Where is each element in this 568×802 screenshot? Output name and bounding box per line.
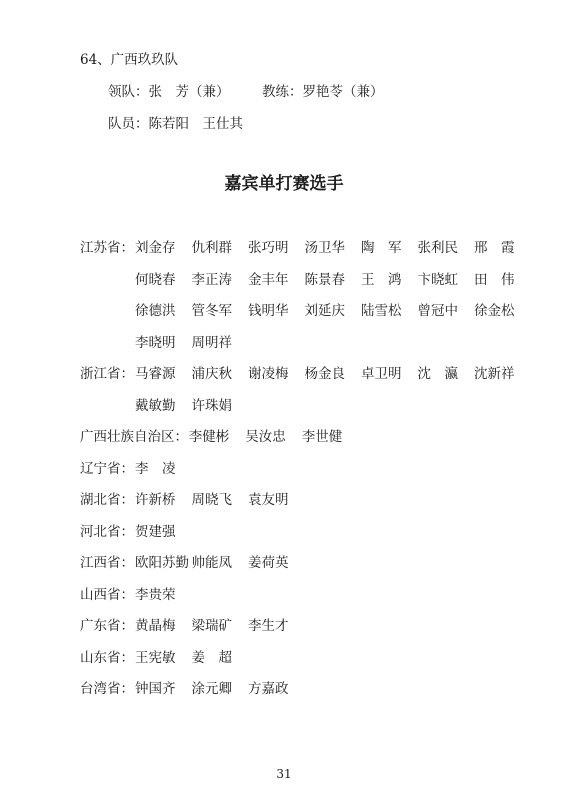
player-name: 钱明华 bbox=[248, 303, 289, 319]
player-name: 田 伟 bbox=[474, 271, 515, 288]
player-name: 方嘉政 bbox=[248, 681, 289, 697]
province-label: 台湾省： bbox=[80, 681, 134, 697]
player-name: 王 鸿 bbox=[361, 271, 402, 288]
player-name: 刘金存 bbox=[135, 240, 176, 256]
player-name: 金丰年 bbox=[248, 271, 289, 288]
team-leader: 领队：张 芳（兼） bbox=[108, 84, 230, 100]
player-name: 李正涛 bbox=[191, 271, 232, 288]
province-label: 江西省： bbox=[80, 555, 134, 571]
player-name: 吴汝忠 bbox=[245, 429, 286, 445]
player-name: 袁友明 bbox=[248, 492, 289, 508]
player-name: 何晓春 bbox=[135, 271, 176, 288]
player-name: 徐德洪 bbox=[135, 303, 176, 319]
player-name: 许新桥 bbox=[135, 492, 176, 508]
player-name: 汤卫华 bbox=[304, 240, 345, 256]
player-name: 李生才 bbox=[248, 618, 289, 634]
player-name: 马睿源 bbox=[135, 366, 176, 382]
player-name: 涂元卿 bbox=[191, 681, 232, 697]
player-name: 仇利群 bbox=[191, 240, 232, 256]
player-name: 杨金良 bbox=[304, 366, 345, 382]
province-label: 江苏省： bbox=[80, 240, 134, 256]
player-name: 李世健 bbox=[301, 429, 343, 445]
page-number: 31 bbox=[276, 767, 292, 781]
player-name: 管冬军 bbox=[191, 303, 232, 319]
player-name: 谢凌梅 bbox=[248, 366, 289, 382]
player-name: 李健彬 bbox=[188, 429, 230, 445]
team-coach: 教练：罗艳苓（兼） bbox=[262, 84, 384, 100]
player-name: 姜 超 bbox=[191, 649, 232, 666]
player-name: 戴敏勤 bbox=[135, 397, 176, 414]
player-name: 帅能凤 bbox=[191, 555, 232, 571]
province-label: 浙江省： bbox=[80, 366, 134, 382]
player-name: 卓卫明 bbox=[361, 366, 402, 382]
player-name: 姜荷英 bbox=[248, 555, 289, 571]
player-name: 梁瑞矿 bbox=[191, 618, 232, 634]
team-members: 队员：陈若阳 王仕其 bbox=[108, 116, 243, 132]
player-name: 卞晓虹 bbox=[417, 271, 458, 288]
province-label: 山东省： bbox=[80, 649, 134, 666]
player-name: 张巧明 bbox=[248, 240, 289, 256]
player-name: 陶 军 bbox=[361, 240, 402, 256]
player-name: 黄晶梅 bbox=[135, 618, 176, 634]
province-label: 山西省： bbox=[80, 586, 134, 603]
player-name: 周晓飞 bbox=[191, 492, 232, 508]
player-name: 李 凌 bbox=[135, 460, 176, 477]
province-label: 辽宁省： bbox=[80, 460, 134, 477]
player-name: 沈 瀛 bbox=[417, 366, 458, 382]
player-name: 邢 霞 bbox=[474, 240, 515, 256]
team-title: 64、广西玖玖队 bbox=[80, 52, 179, 68]
player-name: 李晓明 bbox=[135, 334, 176, 351]
province-label: 湖北省： bbox=[80, 492, 134, 508]
player-name: 刘延庆 bbox=[304, 303, 345, 319]
player-name: 曾冠中 bbox=[417, 303, 458, 319]
player-name: 沈新祥 bbox=[474, 366, 515, 382]
province-label: 河北省： bbox=[80, 523, 134, 540]
player-name: 许珠娟 bbox=[191, 397, 232, 414]
province-label: 广东省： bbox=[80, 618, 134, 634]
player-name: 陆雪松 bbox=[361, 303, 402, 319]
player-name: 贺建强 bbox=[135, 523, 176, 540]
player-name: 钟国齐 bbox=[135, 681, 176, 697]
player-name: 李贵荣 bbox=[135, 586, 176, 603]
section-heading: 嘉宾单打赛选手 bbox=[224, 174, 344, 194]
player-name: 欧阳苏勤 bbox=[135, 555, 189, 571]
player-name: 陈景春 bbox=[304, 271, 345, 288]
player-name: 浦庆秋 bbox=[191, 366, 232, 382]
player-name: 张利民 bbox=[417, 240, 458, 256]
player-name: 王宪敏 bbox=[135, 649, 176, 666]
player-name: 周明祥 bbox=[191, 334, 232, 351]
player-name: 徐金松 bbox=[474, 303, 515, 319]
province-label: 广西壮族自治区： bbox=[80, 429, 188, 445]
